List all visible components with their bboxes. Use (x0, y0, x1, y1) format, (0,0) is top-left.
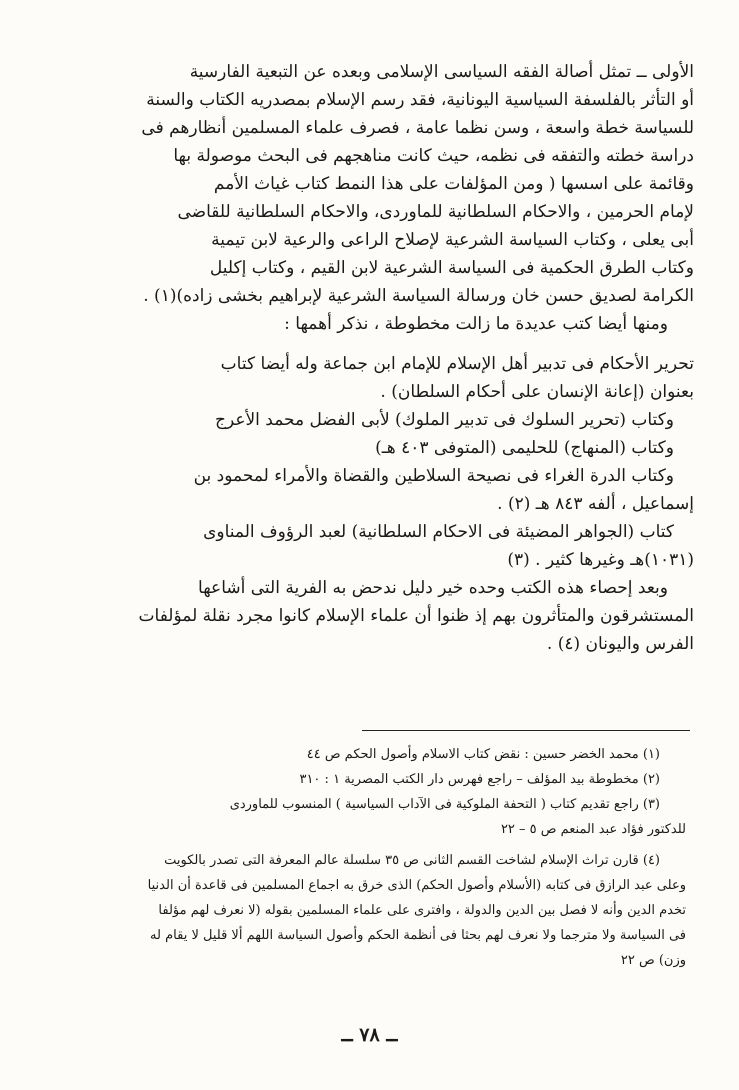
main-text (74, 58, 694, 658)
text-line: كتاب (الجواهر المضيئة فى الاحكام السلطانية) لعبد الرؤوف المناوى (203, 522, 674, 542)
footnote-line: وعلى عبد الرازق فى كتابه (الأسلام وأصول الحكم) الذى خرق به اجماع المسلمين فى قاعدة أن الدنيا (147, 878, 686, 893)
text-line: المستشرقون والمتأثرون بهم إذ ظنوا أن علماء الإسلام كانوا مجرد نقلة لمؤلفات (138, 606, 694, 626)
footnote-line: فى السياسة ولا مترجما ولا نعرف لهم بحثا فى أنظمة الحكم وأصول السياسة اللهم ألا قليل لا يقام له (150, 928, 686, 943)
text-line: الفرس واليونان (٤) . (546, 634, 694, 654)
footnote-line: (٣) راجع تقديم كتاب ( التحفة الملوكية فى الآداب السياسية ) المنسوب للماوردى (229, 797, 660, 812)
text-line: لإمام الحرمين ، والاحكام السلطانية للماوردى، والاحكام السلطانية للقاضى (177, 202, 694, 222)
footnote-line: تخدم الدين وأنه لا فصل بين الدين والدولة ، وافترى على علماء المسلمين بقوله (لا نعرف لهم مؤلفا (158, 903, 686, 918)
footnote-line: وزن) ص ٢٢ (620, 953, 686, 968)
text-line: دراسة خطته والتفقه فى نظمه، حيث كانت مناهجهم فى البحث موصولة بها (173, 146, 694, 166)
footnote-line: (٤) قارن تراث الإسلام لشاخت القسم الثانى ص ٣٥ سلسلة عالم المعرفة التى تصدر بالكويت (164, 853, 660, 868)
text-line: للسياسة خطة واسعة ، وسن نظما عامة ، فصرف علماء المسلمين أنظارهم فى (141, 118, 694, 138)
text-line: وكتاب الدرة الغراء فى نصيحة السلاطين والقضاة والأمراء لمحمود بن (193, 466, 674, 486)
text-line: إسماعيل ، ألفه ٨٤٣ هـ (٢) . (497, 494, 694, 514)
footnote-line: (٢) مخطوطة بيد المؤلف – راجع فهرس دار الكتب المصرية ١ : ٣١٠ (299, 772, 660, 787)
text-line: أو التأثر بالفلسفة السياسية اليونانية، فقد رسم الإسلام بمصدريه الكتاب والسنة (146, 90, 694, 110)
text-line: وكتاب (المنهاج) للحليمى (المتوفى ٤٠٣ هـ) (375, 438, 674, 458)
text-line: (١٠٣١)هـ وغيرها كثير . (٣) (507, 550, 694, 570)
text-line: بعنوان (إعانة الإنسان على أحكام السلطان) . (380, 382, 694, 402)
page-number: ــ ٧٨ ــ (341, 1024, 398, 1046)
footnote-line: للدكتور فؤاد عبد المنعم ص ٥ – ٢٢ (500, 822, 686, 837)
text-line: ومنها أيضا كتب عديدة ما زالت مخطوطة ، نذكر أهمها : (284, 314, 668, 334)
text-line: وكتاب (تحرير السلوك فى تدبير الملوك) لأبى الفضل محمد الأعرج (214, 410, 674, 430)
footnote-line: (١) محمد الخضر حسين : نقض كتاب الاسلام وأصول الحكم ص ٤٤ (306, 747, 660, 762)
footnotes (66, 742, 686, 973)
text-line: وقائمة على اسسها ( ومن المؤلفات على هذا النمط كتاب غياث الأمم (213, 174, 694, 194)
text-line: تحرير الأحكام فى تدبير أهل الإسلام للإمام ابن جماعة وله أيضا كتاب (220, 354, 694, 374)
text-line: وكتاب الطرق الحكمية فى السياسة الشرعية لابن القيم ، وكتاب إكليل (209, 258, 694, 278)
text-line: أبى يعلى ، وكتاب السياسة الشرعية لإصلاح الراعى والرعية لابن تيمية (211, 230, 694, 250)
footnote-separator (362, 730, 690, 731)
text-line: الكرامة لصديق حسن خان ورسالة السياسة الشرعية لإبراهيم بخشى زاده)(١) . (143, 286, 694, 306)
text-line: وبعد إحصاء هذه الكتب وحده خير دليل ندحض به الفرية التى أشاعها (198, 578, 668, 598)
text-line: الأولى ــ تمثل أصالة الفقه السياسى الإسلامى وبعده عن التبعية الفارسية (189, 62, 694, 82)
